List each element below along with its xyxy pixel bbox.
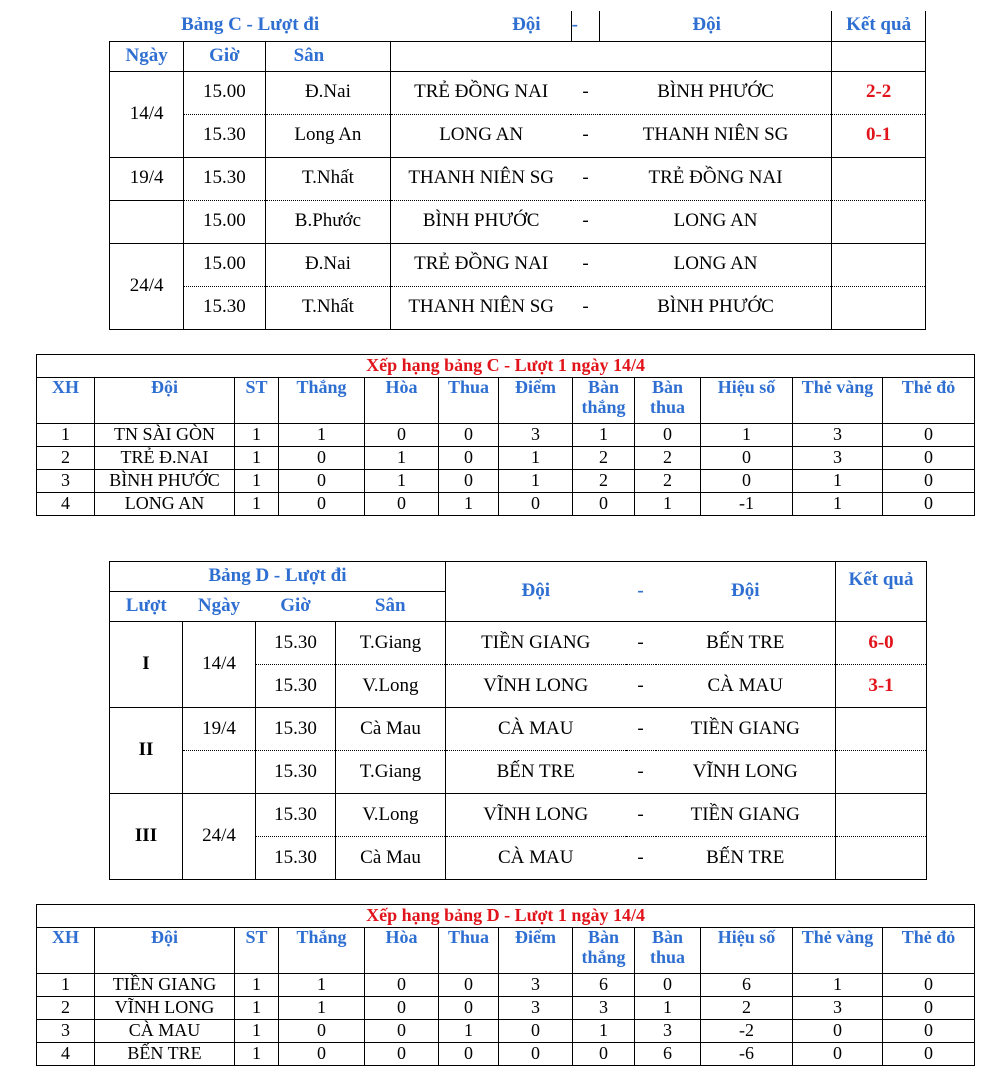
match-date: 14/4 <box>110 71 184 157</box>
match-venue: B.Phước <box>265 200 391 243</box>
match-home: BẾN TRE <box>446 751 626 794</box>
cell: 0 <box>635 974 701 997</box>
match-venue: Long An <box>265 114 391 157</box>
match-time: 15.30 <box>256 837 336 880</box>
col-draw: Hòa <box>365 378 439 424</box>
cell: 1 <box>793 974 883 997</box>
match-home: TIỀN GIANG <box>446 622 626 665</box>
match-dash: - <box>626 708 656 751</box>
match-home: THANH NIÊN SG <box>391 286 571 329</box>
cell: 1 <box>439 1020 499 1043</box>
cell: 6 <box>701 974 793 997</box>
match-result <box>832 200 926 243</box>
match-venue: T.Nhất <box>265 157 391 200</box>
match-home: TRẺ ĐỒNG NAI <box>391 243 571 286</box>
match-away: BÌNH PHƯỚC <box>600 71 832 114</box>
cell: 3 <box>635 1020 701 1043</box>
match-away: TIỀN GIANG <box>656 708 836 751</box>
col-goals-against: Bàn thua <box>635 378 701 424</box>
match-venue: T.Nhất <box>265 286 391 329</box>
match-home: TRẺ ĐỒNG NAI <box>391 71 571 114</box>
cell: 1 <box>365 470 439 493</box>
cell: 1 <box>279 424 365 447</box>
col-draw: Hòa <box>365 928 439 974</box>
col-yellow: Thẻ vàng <box>793 928 883 974</box>
col-played: ST <box>235 928 279 974</box>
col-won: Thắng <box>279 928 365 974</box>
cell: 1 <box>235 493 279 516</box>
match-dash: - <box>626 751 656 794</box>
match-home: VĨNH LONG <box>446 665 626 708</box>
cell: 4 <box>37 1043 95 1066</box>
round-label: II <box>110 708 183 794</box>
match-dash: - <box>571 286 600 329</box>
cell: 1 <box>235 974 279 997</box>
match-dash: - <box>626 622 656 665</box>
match-away: BÌNH PHƯỚC <box>600 286 832 329</box>
group-d-title: Bảng D - Lượt đi <box>110 562 446 592</box>
table-row <box>37 997 975 1020</box>
cell: 3 <box>793 424 883 447</box>
group-d-schedule <box>109 561 927 880</box>
match-date: 24/4 <box>110 243 184 329</box>
match-time: 15.00 <box>184 200 265 243</box>
cell: 1 <box>635 997 701 1020</box>
cell: 1 <box>573 424 635 447</box>
cell: 0 <box>635 424 701 447</box>
match-away: BẾN TRE <box>656 837 836 880</box>
cell: 0 <box>883 974 975 997</box>
col-goal-diff: Hiệu số <box>701 928 793 974</box>
cell: 0 <box>279 447 365 470</box>
cell: 0 <box>499 1043 573 1066</box>
match-venue: T.Giang <box>336 622 446 665</box>
cell: 2 <box>701 997 793 1020</box>
match-dash: - <box>626 837 656 880</box>
cell: 2 <box>37 447 95 470</box>
match-dash: - <box>571 243 600 286</box>
standings-c-title: Xếp hạng bảng C - Lượt 1 ngày 14/4 <box>37 355 975 378</box>
header-blank <box>391 41 832 71</box>
header-venue: Sân <box>265 41 391 71</box>
match-away: CÀ MAU <box>656 665 836 708</box>
cell: 1 <box>235 470 279 493</box>
match-result <box>832 157 926 200</box>
cell: 0 <box>365 1020 439 1043</box>
col-points: Điểm <box>499 928 573 974</box>
table-row <box>37 447 975 470</box>
header-venue: Sân <box>336 592 446 622</box>
group-c-schedule <box>109 11 926 330</box>
match-venue: V.Long <box>336 794 446 837</box>
cell: 1 <box>235 447 279 470</box>
cell: 6 <box>573 974 635 997</box>
cell: 0 <box>499 493 573 516</box>
match-home: CÀ MAU <box>446 708 626 751</box>
cell: -1 <box>701 493 793 516</box>
match-venue: Cà Mau <box>336 837 446 880</box>
standings-d-title: Xếp hạng bảng D - Lượt 1 ngày 14/4 <box>37 905 975 928</box>
col-team: Đội <box>95 378 235 424</box>
cell: 2 <box>635 470 701 493</box>
cell: 0 <box>883 424 975 447</box>
col-played: ST <box>235 378 279 424</box>
match-time: 15.30 <box>184 286 265 329</box>
table-row <box>37 1020 975 1043</box>
col-yellow: Thẻ vàng <box>793 378 883 424</box>
cell: -2 <box>701 1020 793 1043</box>
match-away: LONG AN <box>600 243 832 286</box>
cell: 1 <box>235 424 279 447</box>
match-home: VĨNH LONG <box>446 794 626 837</box>
header-date: Ngày <box>183 592 256 622</box>
cell: VĨNH LONG <box>95 997 235 1020</box>
match-result <box>832 243 926 286</box>
header-team-away: Đội <box>600 11 832 41</box>
header-result: Kết quả <box>836 562 927 622</box>
cell: 3 <box>573 997 635 1020</box>
match-venue: Đ.Nai <box>265 243 391 286</box>
round-label: III <box>110 794 183 880</box>
cell: 1 <box>235 1043 279 1066</box>
col-won: Thắng <box>279 378 365 424</box>
cell: 1 <box>365 447 439 470</box>
match-dash: - <box>571 200 600 243</box>
match-home: LONG AN <box>391 114 571 157</box>
match-home: CÀ MAU <box>446 837 626 880</box>
cell: LONG AN <box>95 493 235 516</box>
cell: 1 <box>279 974 365 997</box>
cell: TIỀN GIANG <box>95 974 235 997</box>
match-time: 15.30 <box>184 157 265 200</box>
cell: CÀ MAU <box>95 1020 235 1043</box>
match-result: 2-2 <box>832 71 926 114</box>
group-d-standings <box>36 904 975 1066</box>
cell: 1 <box>499 470 573 493</box>
cell: 1 <box>235 1020 279 1043</box>
match-result <box>836 794 927 837</box>
group-c-title: Bảng C - Lượt đi <box>110 11 391 41</box>
cell: 3 <box>499 974 573 997</box>
col-red: Thẻ đỏ <box>883 378 975 424</box>
cell: 0 <box>573 1043 635 1066</box>
cell: 3 <box>37 470 95 493</box>
cell: 0 <box>883 470 975 493</box>
cell: 1 <box>573 1020 635 1043</box>
header-round: Lượt <box>110 592 183 622</box>
match-dash: - <box>626 794 656 837</box>
col-goals-against: Bàn thua <box>635 928 701 974</box>
header-team-away: Đội <box>656 562 836 622</box>
match-home: BÌNH PHƯỚC <box>391 200 571 243</box>
match-venue: T.Giang <box>336 751 446 794</box>
match-date <box>183 751 256 794</box>
match-time: 15.00 <box>184 71 265 114</box>
match-time: 15.30 <box>256 794 336 837</box>
header-result-blank <box>832 41 926 71</box>
table-row <box>37 974 975 997</box>
match-time: 15.30 <box>256 751 336 794</box>
match-home: THANH NIÊN SG <box>391 157 571 200</box>
match-result: 3-1 <box>836 665 927 708</box>
match-date: 19/4 <box>110 157 184 200</box>
cell: 1 <box>701 424 793 447</box>
match-date: 19/4 <box>183 708 256 751</box>
cell: 0 <box>439 447 499 470</box>
col-goal-diff: Hiệu số <box>701 378 793 424</box>
cell: 2 <box>573 470 635 493</box>
cell: 0 <box>573 493 635 516</box>
match-away: BẾN TRE <box>656 622 836 665</box>
cell: 0 <box>279 470 365 493</box>
cell: BÌNH PHƯỚC <box>95 470 235 493</box>
col-goals-for: Bàn thắng <box>573 378 635 424</box>
col-goals-for: Bàn thắng <box>573 928 635 974</box>
cell: 0 <box>439 997 499 1020</box>
cell: 1 <box>793 493 883 516</box>
table-row <box>37 424 975 447</box>
cell: 1 <box>793 470 883 493</box>
cell: 0 <box>279 493 365 516</box>
cell: 0 <box>883 1020 975 1043</box>
cell: 0 <box>365 974 439 997</box>
cell: 0 <box>365 493 439 516</box>
match-dash: - <box>571 114 600 157</box>
table-row <box>37 470 975 493</box>
match-dash: - <box>626 665 656 708</box>
cell: 2 <box>635 447 701 470</box>
col-lost: Thua <box>439 928 499 974</box>
cell: 0 <box>439 1043 499 1066</box>
cell: 0 <box>883 997 975 1020</box>
cell: BẾN TRE <box>95 1043 235 1066</box>
header-team-home: Đội <box>446 562 626 622</box>
col-lost: Thua <box>439 378 499 424</box>
table-row <box>37 1043 975 1066</box>
header-time: Giờ <box>184 41 265 71</box>
cell: 0 <box>883 447 975 470</box>
cell: 0 <box>279 1043 365 1066</box>
match-result <box>836 751 927 794</box>
cell: 2 <box>573 447 635 470</box>
col-points: Điểm <box>499 378 573 424</box>
match-time: 15.30 <box>184 114 265 157</box>
match-time: 15.00 <box>184 243 265 286</box>
match-away: VĨNH LONG <box>656 751 836 794</box>
cell: 0 <box>793 1020 883 1043</box>
cell: 1 <box>37 974 95 997</box>
cell: 1 <box>499 447 573 470</box>
cell: 3 <box>793 447 883 470</box>
cell: 0 <box>701 447 793 470</box>
cell: 0 <box>883 493 975 516</box>
match-result: 0-1 <box>832 114 926 157</box>
match-date <box>110 200 184 243</box>
cell: TN SÀI GÒN <box>95 424 235 447</box>
cell: 0 <box>365 424 439 447</box>
match-date: 14/4 <box>183 622 256 708</box>
round-label: I <box>110 622 183 708</box>
header-dash: - <box>571 11 600 41</box>
header-date: Ngày <box>110 41 184 71</box>
match-away: LONG AN <box>600 200 832 243</box>
cell: 0 <box>439 974 499 997</box>
match-venue: Cà Mau <box>336 708 446 751</box>
cell: 1 <box>235 997 279 1020</box>
cell: 0 <box>439 470 499 493</box>
match-away: TIỀN GIANG <box>656 794 836 837</box>
cell: 4 <box>37 493 95 516</box>
match-result: 6-0 <box>836 622 927 665</box>
cell: 3 <box>793 997 883 1020</box>
cell: 1 <box>279 997 365 1020</box>
match-result <box>832 286 926 329</box>
match-time: 15.30 <box>256 708 336 751</box>
match-time: 15.30 <box>256 665 336 708</box>
cell: 1 <box>37 424 95 447</box>
cell: 3 <box>499 997 573 1020</box>
match-result <box>836 837 927 880</box>
header-dash: - <box>626 562 656 622</box>
header-team-home: Đội <box>391 11 571 41</box>
cell: 0 <box>365 997 439 1020</box>
cell: 1 <box>439 493 499 516</box>
col-rank: XH <box>37 378 95 424</box>
header-result: Kết quả <box>832 11 926 41</box>
match-venue: Đ.Nai <box>265 71 391 114</box>
cell: 0 <box>439 424 499 447</box>
cell: 0 <box>701 470 793 493</box>
match-dash: - <box>571 71 600 114</box>
match-away: THANH NIÊN SG <box>600 114 832 157</box>
cell: 0 <box>365 1043 439 1066</box>
cell: 2 <box>37 997 95 1020</box>
match-dash: - <box>571 157 600 200</box>
cell: 1 <box>635 493 701 516</box>
cell: TRẺ Đ.NAI <box>95 447 235 470</box>
match-away: TRẺ ĐỒNG NAI <box>600 157 832 200</box>
match-result <box>836 708 927 751</box>
match-time: 15.30 <box>256 622 336 665</box>
match-date: 24/4 <box>183 794 256 880</box>
cell: 0 <box>883 1043 975 1066</box>
cell: 3 <box>499 424 573 447</box>
cell: -6 <box>701 1043 793 1066</box>
col-red: Thẻ đỏ <box>883 928 975 974</box>
table-row <box>37 493 975 516</box>
col-rank: XH <box>37 928 95 974</box>
cell: 6 <box>635 1043 701 1066</box>
cell: 0 <box>793 1043 883 1066</box>
cell: 3 <box>37 1020 95 1043</box>
header-time: Giờ <box>256 592 336 622</box>
cell: 0 <box>499 1020 573 1043</box>
cell: 0 <box>279 1020 365 1043</box>
match-venue: V.Long <box>336 665 446 708</box>
group-c-standings <box>36 354 975 516</box>
col-team: Đội <box>95 928 235 974</box>
